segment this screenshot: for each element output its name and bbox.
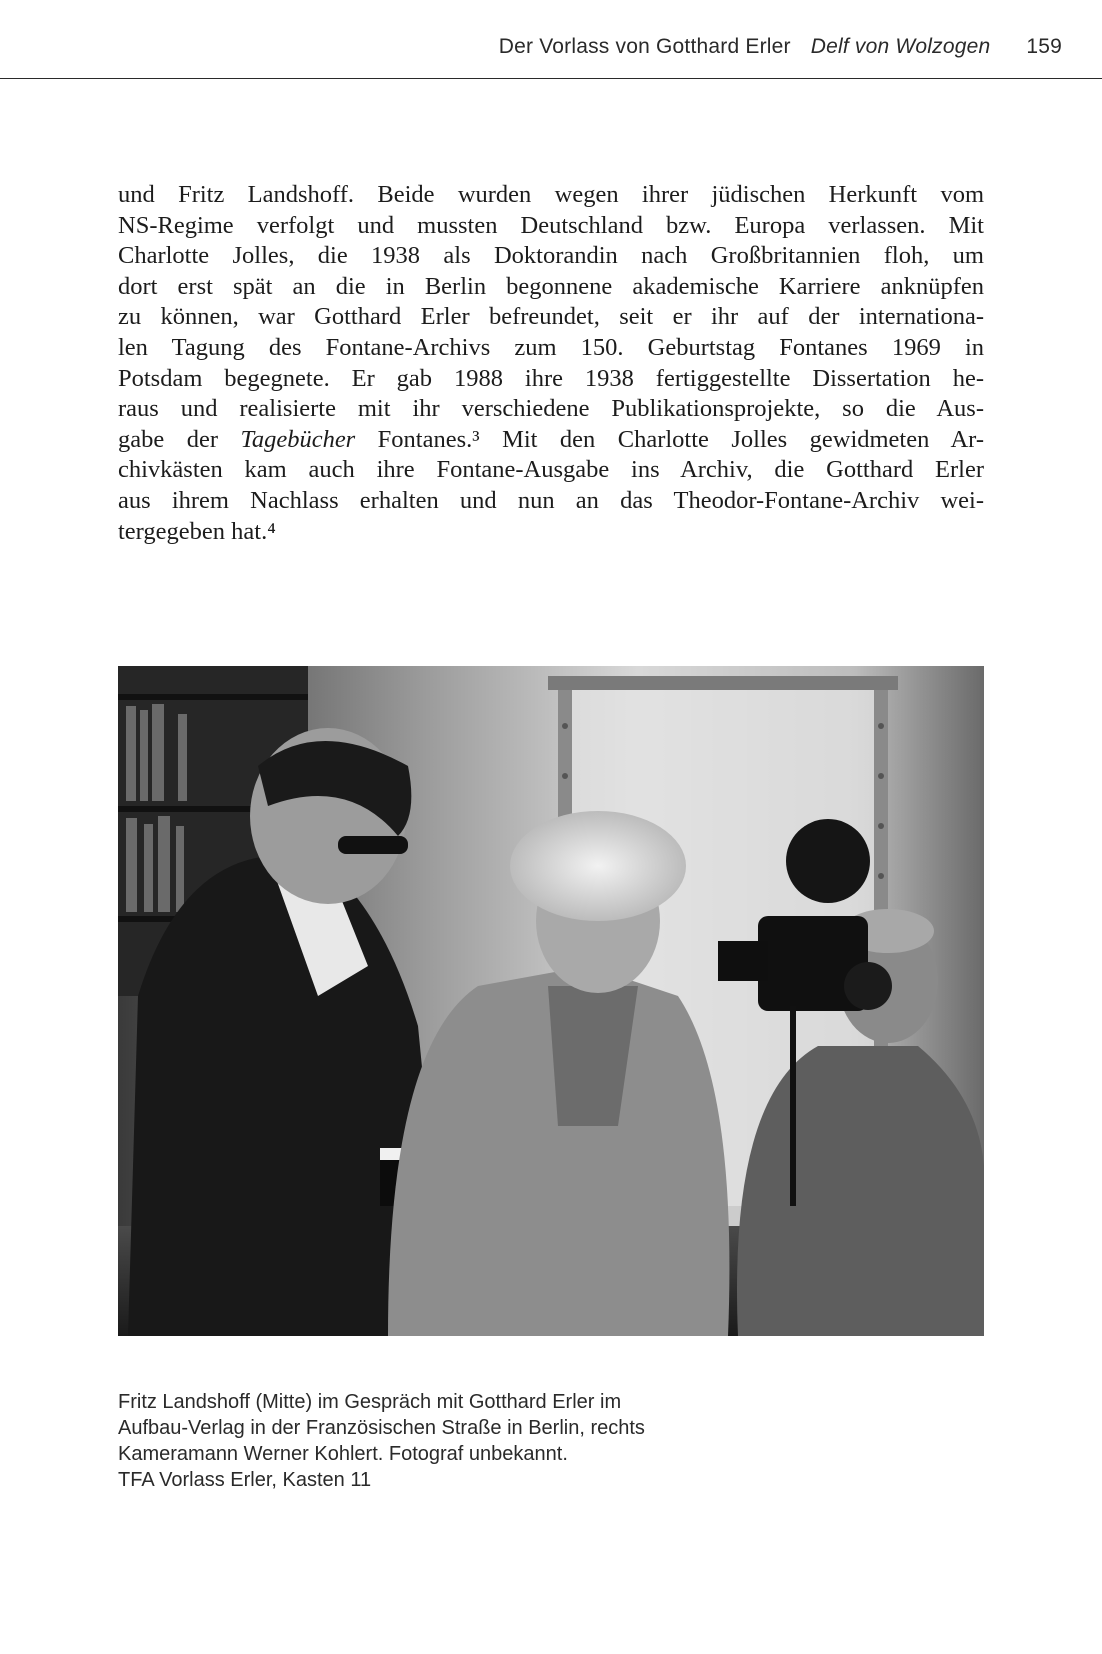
running-head-title: Der Vorlass von Gotthard Erler <box>498 35 791 58</box>
text-line: len Tagung des Fontane-Archivs zum 150. Geburtstag Fontanes 1969 in <box>118 333 984 361</box>
text-line: NS-Regime verfolgt und mussten Deutschland bzw. Europa verlassen. Mit <box>118 211 984 239</box>
page-number: 159 <box>1026 35 1062 58</box>
text-line: zu können, war Gotthard Erler befreundet, seit er ihr auf der internationa- <box>118 303 984 331</box>
photograph <box>118 666 984 1336</box>
text-line: und Fritz Landshoff. Beide wurden wegen ihrer jüdischen Herkunft vom <box>118 181 984 208</box>
body-paragraph <box>118 180 984 547</box>
caption-line: Fritz Landshoff (Mitte) im Gespräch mit Gotthard Erler im <box>118 1391 622 1413</box>
figure-caption <box>118 1389 818 1493</box>
text-line: Charlotte Jolles, die 1938 als Doktorandin nach Großbritannien floh, um <box>118 242 984 270</box>
text-line: gabe der Tagebücher Fontanes.³ Mit den Charlotte Jolles gewidmeten Ar- <box>118 425 984 453</box>
text-line: raus und realisierte mit ihr verschiedene Publikationsprojekte, so die Aus- <box>118 395 984 423</box>
text-line: chivkästen kam auch ihre Fontane-Ausgabe ins Archiv, die Gotthard Erler <box>118 456 984 484</box>
running-head <box>0 0 1102 80</box>
photo-illustration <box>118 666 984 1336</box>
running-head-text <box>499 35 1062 59</box>
text-line: aus ihrem Nachlass erhalten und nun an das Theodor-Fontane-Archiv wei- <box>118 486 984 514</box>
caption-line: Kameramann Werner Kohlert. Fotograf unbekannt. <box>118 1443 568 1465</box>
text-line: dort erst spät an die in Berlin begonnene akademische Karriere anknüpfen <box>118 272 984 300</box>
running-head-author: Delf von Wolzogen <box>810 35 991 58</box>
text-line: tergegeben hat.⁴ <box>118 517 276 545</box>
caption-source: TFA Vorlass Erler, Kasten 11 <box>118 1469 372 1491</box>
header-rule <box>0 78 1102 79</box>
caption-line: Aufbau-Verlag in der Französischen Straße in Berlin, rechts <box>118 1417 645 1439</box>
italic-title-tagebuecher: Tagebücher <box>240 425 356 453</box>
text-line: Potsdam begegnete. Er gab 1988 ihre 1938 fertiggestellte Dissertation he- <box>118 364 984 392</box>
